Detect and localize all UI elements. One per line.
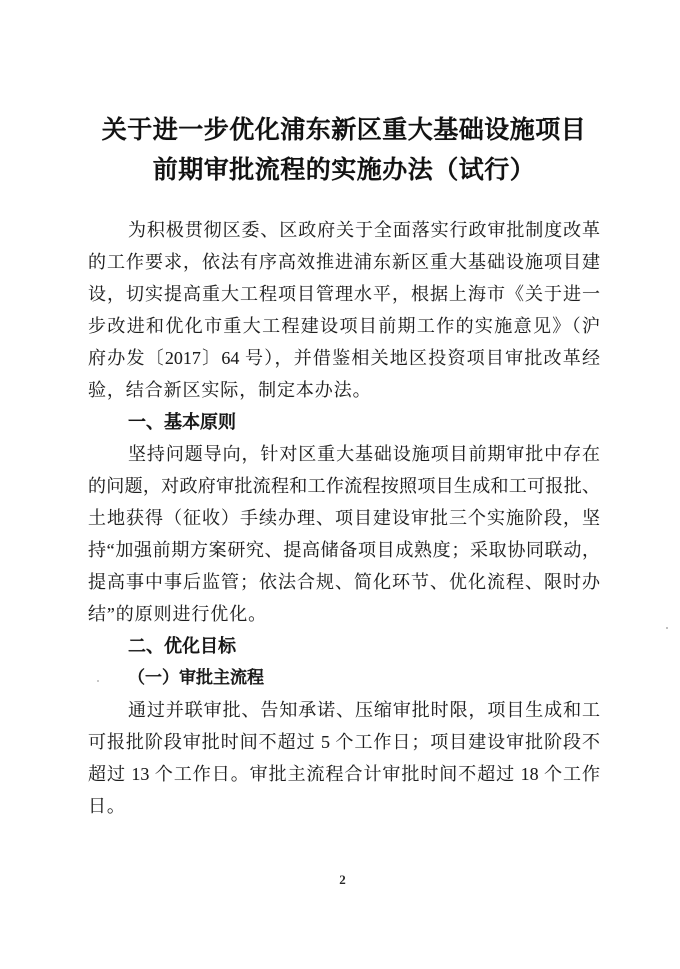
scan-speck bbox=[666, 627, 668, 629]
paragraph-1-line: 府办发〔2017〕64 号），并借鉴相关地区投资项目审批改革经 bbox=[88, 348, 600, 368]
paragraph-1-line: 设，切实提高重大工程项目管理水平，根据上海市《关于进一 bbox=[88, 284, 600, 304]
paragraph-3-line: 超过 13 个工作日。审批主流程合计审批时间不超过 18 个工作 bbox=[88, 764, 600, 784]
document-title-line-2: 前期审批流程的实施办法（试行） bbox=[152, 156, 536, 184]
scan-speck bbox=[97, 680, 99, 682]
paragraph-2-line: 持“加强前期方案研究、提高储备项目成熟度；采取协同联动， bbox=[88, 540, 600, 560]
paragraph-3-line: 可报批阶段审批时间不超过 5 个工作日；项目建设审批阶段不 bbox=[88, 732, 600, 752]
paragraph-1-line: 的工作要求，依法有序高效推进浦东新区重大基础设施项目建 bbox=[88, 252, 600, 272]
paragraph-3-line: 日。 bbox=[88, 796, 126, 816]
section-heading-optimization-goals: 二、优化目标 bbox=[128, 636, 236, 656]
document-title bbox=[88, 110, 600, 190]
paragraph-2-line: 提高事中事后监管；依法合规、简化环节、优化流程、限时办 bbox=[88, 572, 600, 592]
paragraph-1-line: 步改进和优化市重大工程建设项目前期工作的实施意见》（沪 bbox=[88, 316, 600, 336]
document-body bbox=[88, 110, 600, 822]
paragraph-1-line: 为积极贯彻区委、区政府关于全面落实行政审批制度改革 bbox=[128, 220, 600, 240]
paragraph-2-line: 土地获得（征收）手续办理、项目建设审批三个实施阶段，坚 bbox=[88, 508, 600, 528]
paragraph-1-line: 验，结合新区实际，制定本办法。 bbox=[88, 380, 372, 400]
paragraph-2-line: 结”的原则进行优化。 bbox=[88, 604, 267, 624]
paragraph-3-line: 通过并联审批、告知承诺、压缩审批时限，项目生成和工 bbox=[128, 700, 600, 720]
subsection-heading-main-approval-flow: （一）审批主流程 bbox=[128, 668, 264, 687]
paragraph-2-line: 的问题，对政府审批流程和工作流程按照项目生成和工可报批、 bbox=[88, 476, 600, 496]
section-heading-basic-principles: 一、基本原则 bbox=[128, 412, 236, 432]
document-title-line-1: 关于进一步优化浦东新区重大基础设施项目 bbox=[101, 116, 587, 144]
page-number: 2 bbox=[339, 872, 346, 887]
paragraph-2-line: 坚持问题导向，针对区重大基础设施项目前期审批中存在 bbox=[128, 444, 600, 464]
